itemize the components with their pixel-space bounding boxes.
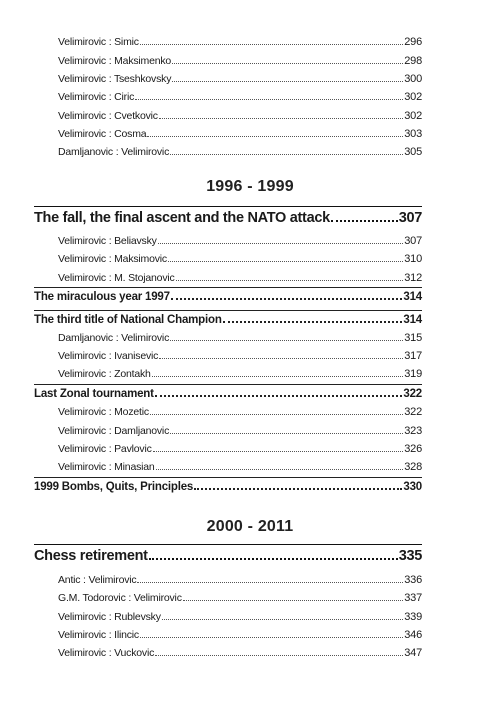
page-number: 302 [404,110,422,122]
game-title: Velimirovic : Cosma [58,128,147,140]
game-title: Velimirovic : Maksimovic [58,253,167,265]
page-number: 346 [404,629,422,641]
dot-leader [137,582,403,583]
chapter-top-rule [34,310,422,311]
toc-game-entry [58,629,422,641]
dot-leader [155,655,403,656]
toc-game-entry [58,406,422,418]
game-title: Velimirovic : M. Stojanovic [58,272,175,284]
toc-game-entry [58,574,422,586]
game-title: Velimirovic : Pavlovic [58,443,152,455]
toc-chapter-entry [34,481,422,493]
toc-game-entry [58,592,422,604]
toc-game-entry [58,611,422,623]
dot-leader [172,81,403,82]
toc-game-entry [58,253,422,265]
toc-game-entry [58,368,422,380]
page-number: 296 [404,36,422,48]
dot-leader [176,280,404,281]
page-number: 300 [404,73,422,85]
toc-game-entry [58,36,422,48]
dot-leader [140,637,403,638]
page-number: 347 [404,647,422,659]
dot-leader [155,395,403,397]
chapter-title: Chess retirement [34,548,148,564]
game-title: G.M. Todorovic : Velimirovic [58,592,182,604]
toc-game-entry [58,73,422,85]
toc-game-entry [58,461,422,473]
page-number: 305 [404,146,422,158]
toc-game-entry [58,272,422,284]
dot-leader [171,298,403,300]
page-number: 298 [404,55,422,67]
toc-game-entry [58,110,422,122]
dot-leader [168,261,403,262]
toc-game-entry [58,425,422,437]
page-number: 314 [403,314,422,326]
toc-game-entry [58,146,422,158]
toc-game-entry [58,128,422,140]
game-title: Velimirovic : Simic [58,36,139,48]
game-title: Velimirovic : Ivanisevic [58,350,159,362]
page-number: 337 [404,592,422,604]
chapter-title: 1999 Bombs, Quits, Principles [34,481,194,493]
dot-leader [223,321,403,323]
page-number: 336 [404,574,422,586]
chapter-top-rule [34,206,422,207]
game-title: Velimirovic : Vuckovic [58,647,155,659]
page-number: 326 [404,443,422,455]
page-number: 307 [404,235,422,247]
dot-leader [331,220,398,222]
game-title: Velimirovic : Zontakh [58,368,151,380]
game-title: Velimirovic : Ciric [58,91,135,103]
dot-leader [153,451,404,452]
dot-leader [156,469,404,470]
dot-leader [159,358,403,359]
dot-leader [140,44,403,45]
chapter-top-rule [34,477,422,478]
page-number: 322 [403,388,422,400]
dot-leader [162,619,403,620]
page-number: 307 [398,210,422,226]
toc-chapter-entry [34,548,422,564]
dot-leader [152,376,404,377]
page-number: 310 [404,253,422,265]
game-title: Velimirovic : Ilincic [58,629,139,641]
page-number: 312 [404,272,422,284]
toc-chapter-entry [34,314,422,326]
toc-game-entry [58,91,422,103]
page-number: 330 [403,481,422,493]
chapter-top-rule [34,287,422,288]
toc-game-entry [58,332,422,344]
dot-leader [194,488,402,490]
game-title: Velimirovic : Rublevsky [58,611,161,623]
page-number: 315 [404,332,422,344]
page-number: 335 [398,548,422,564]
page-number: 314 [403,291,422,303]
chapter-top-rule [34,544,422,545]
period-heading: 2000 - 2011 [206,518,294,535]
dot-leader [183,600,403,601]
dot-leader [149,558,398,560]
game-title: Velimirovic : Cvetkovic [58,110,158,122]
chapter-title: The miraculous year 1997 [34,291,170,303]
toc-game-entry [58,55,422,67]
chapter-title: Last Zonal tournament [34,388,154,400]
game-title: Velimirovic : Tseshkovsky [58,73,172,85]
toc-game-entry [58,443,422,455]
toc-game-entry [58,350,422,362]
game-title: Damljanovic : Velimirovic [58,332,170,344]
toc-chapter-entry [34,210,422,226]
page-number: 317 [404,350,422,362]
game-title: Velimirovic : Minasian [58,461,155,473]
toc-chapter-entry [34,291,422,303]
toc-chapter-entry [34,388,422,400]
toc-game-entry [58,647,422,659]
chapter-title: The third title of National Champion [34,314,222,326]
game-title: Velimirovic : Damljanovic [58,425,170,437]
game-title: Velimirovic : Mozetic [58,406,149,418]
page-number: 319 [404,368,422,380]
dot-leader [150,414,403,415]
chapter-top-rule [34,384,422,385]
dot-leader [135,99,403,100]
page-number: 328 [404,461,422,473]
game-title: Velimirovic : Beliavsky [58,235,157,247]
dot-leader [170,433,403,434]
toc-game-entry [58,235,422,247]
game-title: Damljanovic : Velimirovic [58,146,170,158]
dot-leader [147,136,403,137]
page-number: 303 [404,128,422,140]
dot-leader [172,63,403,64]
dot-leader [159,118,403,119]
chapter-title: The fall, the final ascent and the NATO attack [34,210,330,226]
dot-leader [170,154,403,155]
page-number: 323 [404,425,422,437]
dot-leader [170,340,403,341]
period-heading: 1996 - 1999 [206,178,294,195]
game-title: Velimirovic : Maksimenko [58,55,172,67]
page-number: 339 [404,611,422,623]
dot-leader [158,243,404,244]
page-number: 322 [404,406,422,418]
page-number: 302 [404,91,422,103]
game-title: Antic : Velimirovic [58,574,137,586]
